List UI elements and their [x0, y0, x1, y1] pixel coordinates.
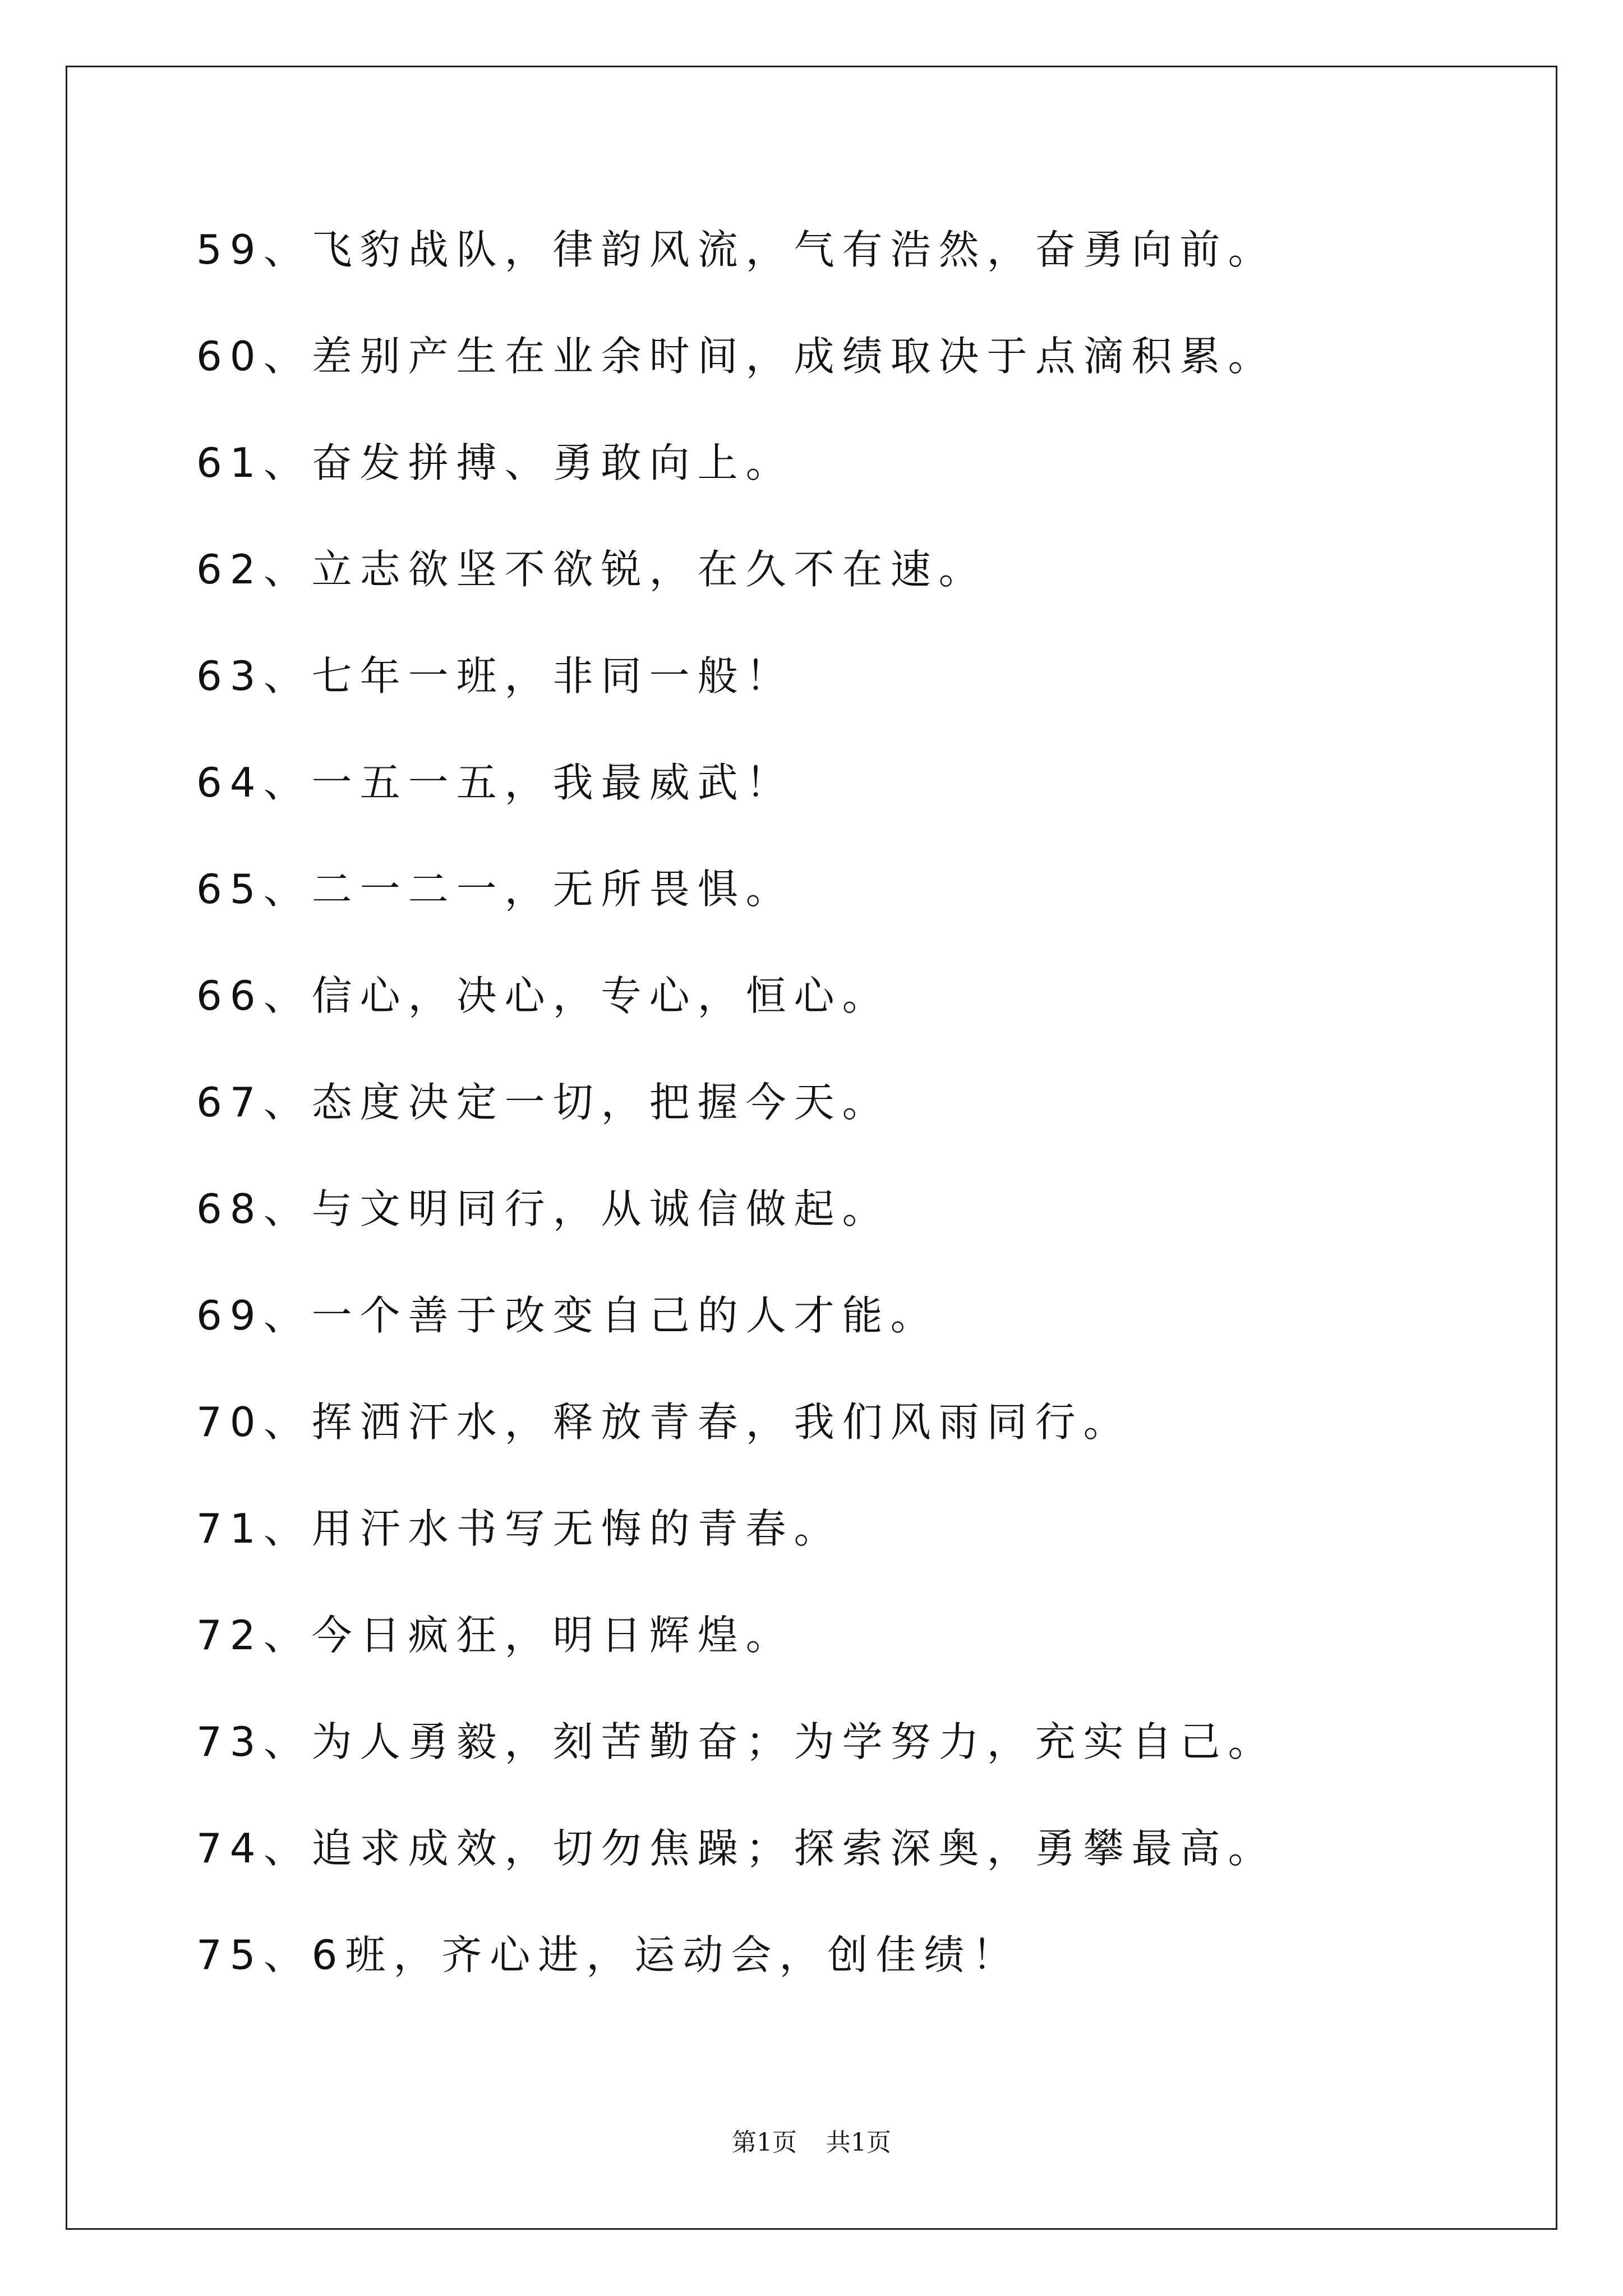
page-number: 第1页: [732, 2128, 797, 2157]
slogan-line: 69、一个善于改变自己的人才能。: [196, 1292, 939, 1339]
slogan-line: 75、6班，齐心进，运动会，创佳绩！: [196, 1931, 1021, 1978]
slogan-line: 62、立志欲坚不欲锐，在久不在速。: [196, 546, 987, 593]
slogan-line: 72、今日疯狂，明日辉煌。: [196, 1612, 794, 1659]
slogan-line: 71、用汗水书写无悔的青春。: [196, 1505, 842, 1552]
slogan-line: 64、一五一五，我最威武！: [196, 759, 794, 806]
slogan-line: 59、飞豹战队，律韵风流，气有浩然，奋勇向前。: [196, 226, 1276, 273]
page-total: 共1页: [826, 2128, 891, 2157]
slogan-list: [196, 222, 1486, 2033]
slogan-line: 60、差别产生在业余时间，成绩取决于点滴积累。: [196, 333, 1276, 380]
slogan-line: 68、与文明同行，从诚信做起。: [196, 1185, 891, 1232]
slogan-line: 65、二一二一，无所畏惧。: [196, 866, 794, 913]
slogan-line: 73、为人勇毅，刻苦勤奋；为学努力，充实自己。: [196, 1718, 1276, 1765]
slogan-line: 66、信心，决心，专心，恒心。: [196, 972, 891, 1019]
slogan-line: 70、挥洒汗水，释放青春，我们风雨同行。: [196, 1398, 1132, 1446]
slogan-line: 74、追求成效，切勿焦躁；探索深奥，勇攀最高。: [196, 1825, 1276, 1872]
slogan-line: 61、奋发拼搏、勇敢向上。: [196, 439, 794, 486]
slogan-line: 67、态度决定一切，把握今天。: [196, 1079, 891, 1126]
slogan-line: 63、七年一班，非同一般！: [196, 652, 794, 700]
page-footer: [0, 2126, 1623, 2160]
